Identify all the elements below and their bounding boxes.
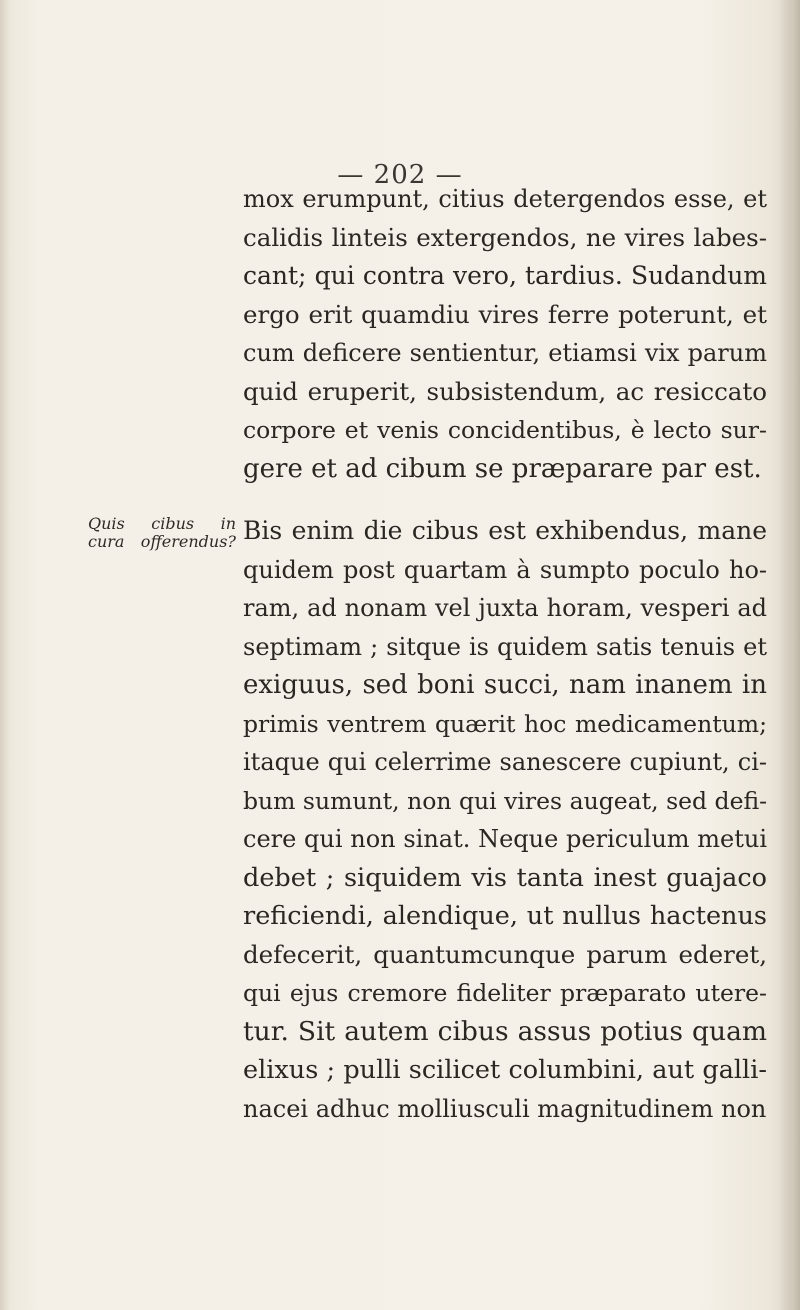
- text-line: nacei adhuc molliusculi magnitudinem non: [243, 1094, 767, 1123]
- text-line: ram, ad nonam vel juxta horam, vesperi ad: [243, 594, 767, 622]
- page-left-shadow: [0, 0, 10, 1310]
- marginal-note-line: cura offerendus?: [88, 532, 236, 551]
- text-line: primis ventrem quærit hoc medicamentum;: [243, 709, 767, 738]
- text-line: reficiendi, alendique, ut nullus hactenus: [243, 901, 767, 931]
- text-line: qui ejus cremore fideliter præparato utere-: [243, 979, 767, 1007]
- marginal-note: [88, 515, 236, 551]
- text-line: gere et ad cibum se præparare par est.: [243, 453, 762, 484]
- text-line: calidis linteis extergendos, ne vires labes-: [243, 222, 767, 252]
- text-line: quid eruperit, subsistendum, ac resiccato: [243, 376, 767, 406]
- text-line: cant; qui contra vero, tardius. Sudandum: [243, 261, 767, 290]
- text-line: mox erumpunt, citius detergendos esse, et: [243, 185, 767, 213]
- page-right-shadow: [778, 0, 800, 1310]
- text-line: septimam ; sitque is quidem satis tenuis et: [243, 632, 767, 661]
- paragraph-2: [243, 512, 767, 1128]
- text-line: quidem post quartam à sumpto poculo ho-: [243, 555, 767, 584]
- text-line: debet ; siquidem vis tanta inest guajaco: [243, 862, 767, 893]
- text-line: Bis enim die cibus est exhibendus, mane: [243, 516, 767, 545]
- page-number: — 202 —: [337, 160, 463, 190]
- text-line: elixus ; pulli scilicet columbini, aut galli-: [243, 1055, 767, 1085]
- text-line: bum sumunt, non qui vires augeat, sed defi-: [243, 786, 768, 815]
- marginal-note-line: Quis cibus in: [88, 514, 236, 533]
- text-line: tur. Sit autem cibus assus potius quam: [243, 1015, 767, 1047]
- text-line: exiguus, sed boni succi, nam inanem in: [243, 670, 767, 700]
- text-line: defecerit, quantumcunque parum ederet,: [243, 939, 767, 969]
- text-line: itaque qui celerrime sanescere cupiunt, ci-: [243, 748, 767, 776]
- text-line: corpore et venis concidentibus, è lecto sur-: [243, 416, 767, 444]
- paragraph-1: [243, 180, 767, 488]
- text-line: cere qui non sinat. Neque periculum metui: [243, 825, 767, 853]
- text-line: ergo erit quamdiu vires ferre poterunt, et: [243, 299, 767, 329]
- text-line: cum deficere sentientur, etiamsi vix parum: [243, 339, 767, 367]
